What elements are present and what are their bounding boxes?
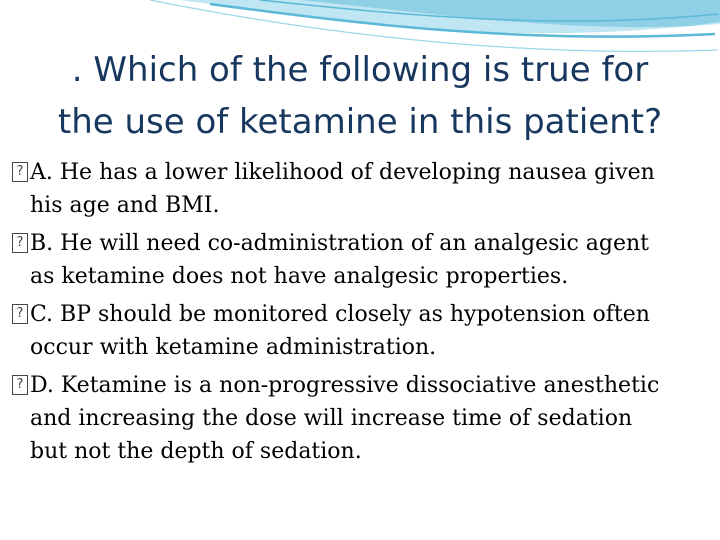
missing-glyph-box-icon (12, 233, 28, 253)
answer-options-list (12, 156, 712, 473)
missing-glyph-box-icon (12, 375, 28, 395)
missing-glyph-box-icon (12, 162, 28, 182)
answer-option-c-line-2: occur with ketamine administration. (30, 335, 437, 360)
answer-option-a-line-2: his age and BMI. (30, 193, 220, 218)
answer-option-b (12, 227, 712, 293)
answer-option-b-line-2: as ketamine does not have analgesic properties. (30, 264, 569, 289)
slide-title (30, 44, 690, 148)
answer-option-b-line-1: B. He will need co-administration of an analgesic agent (30, 231, 649, 256)
slide-title-line-1: . Which of the following is true for (71, 50, 649, 90)
answer-option-d (12, 369, 712, 468)
answer-option-a-line-1: A. He has a lower likelihood of developing nausea given (30, 160, 655, 185)
answer-option-d-line-1: D. Ketamine is a non-progressive dissociative anesthetic (30, 373, 660, 398)
answer-option-d-line-2: and increasing the dose will increase time of sedation (30, 406, 633, 431)
answer-option-c (12, 298, 712, 364)
answer-option-c-line-1: C. BP should be monitored closely as hypotension often (30, 302, 650, 327)
missing-glyph-box-icon (12, 304, 28, 324)
answer-option-a (12, 156, 712, 222)
answer-option-d-line-3: but not the depth of sedation. (30, 439, 362, 464)
slide-title-line-2: the use of ketamine in this patient? (57, 102, 663, 142)
